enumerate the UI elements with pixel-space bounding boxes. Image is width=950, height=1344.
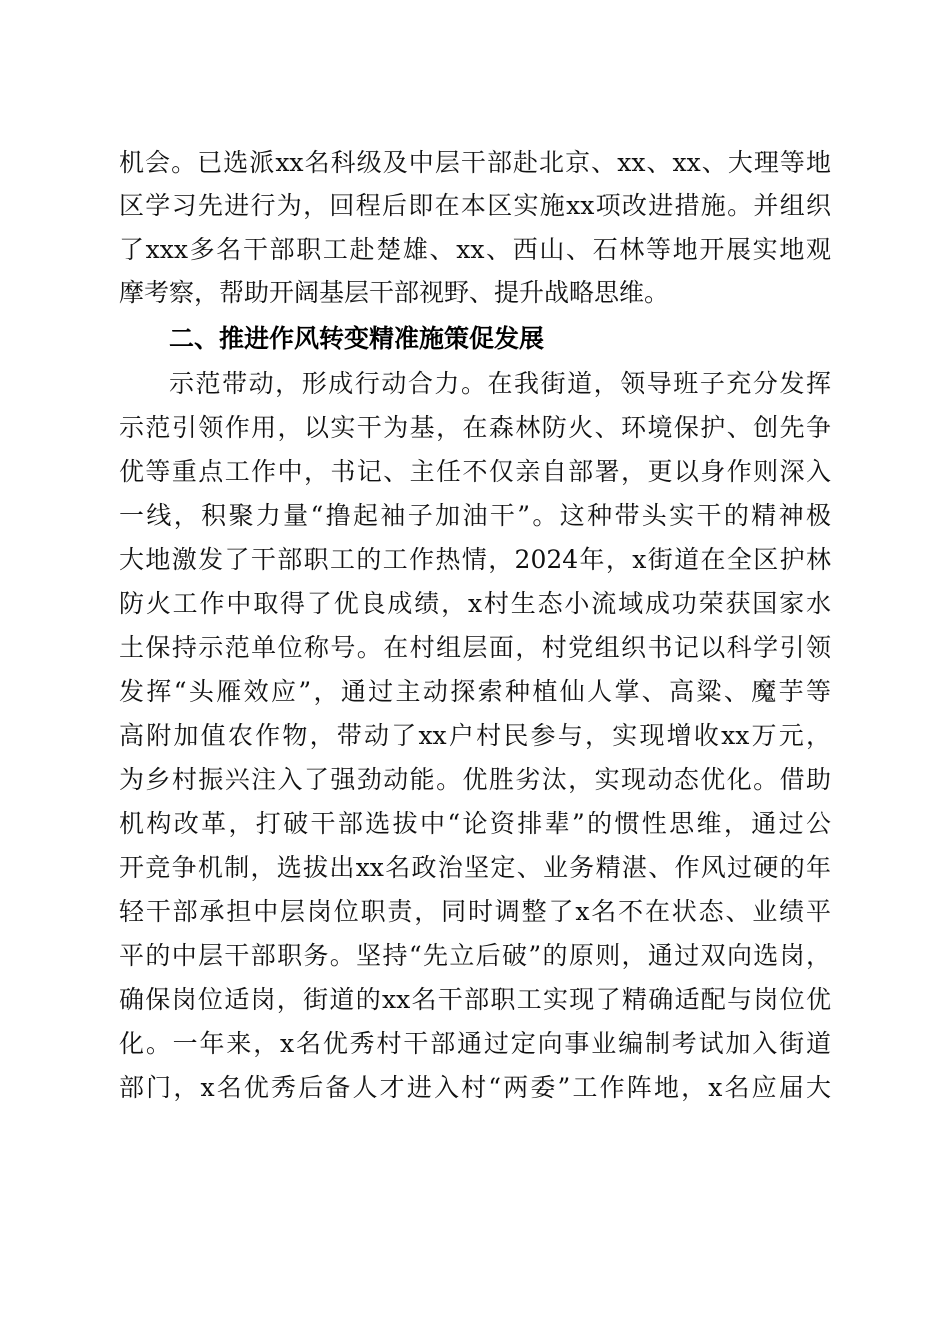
paragraph-line: 确保岗位适岗，街道的xx名干部职工实现了精确适配与岗位优 (119, 985, 831, 1014)
paragraph-line: 土保持示范单位称号。在村组层面，村党组织书记以科学引领 (119, 633, 831, 662)
paragraph-line: 示范引领作用，以实干为基，在森林防火、环境保护、创先争 (119, 413, 831, 442)
paragraph-line: 化。一年来，x名优秀村干部通过定向事业编制考试加入街道 (119, 1029, 831, 1058)
paragraph-line: 大地激发了干部职工的工作热情，2024年，x街道在全区护林 (119, 545, 831, 574)
paragraph-line: 示范带动，形成行动合力。在我街道，领导班子充分发挥 (169, 369, 831, 398)
paragraph-line: 防火工作中取得了优良成绩，x村生态小流域成功荣获国家水 (119, 589, 831, 618)
paragraph-line: 平的中层干部职务。坚持“先立后破”的原则，通过双向选岗， (119, 941, 831, 970)
paragraph-line: 部门，x名优秀后备人才进入村“两委”工作阵地，x名应届大 (119, 1073, 831, 1102)
section-heading: 二、推进作风转变精准施策促发展 (169, 324, 545, 353)
paragraph-line: 为乡村振兴注入了强劲动能。优胜劣汰，实现动态优化。借助 (119, 765, 831, 794)
paragraph-line: 机构改革，打破干部选拔中“论资排辈”的惯性思维，通过公 (119, 809, 831, 838)
paragraph-line: 优等重点工作中，书记、主任不仅亲自部署，更以身作则深入 (119, 457, 831, 486)
paragraph-line: 机会。已选派xx名科级及中层干部赴北京、xx、xx、大理等地 (119, 148, 831, 177)
paragraph-line: 区学习先进行为，回程后即在本区实施xx项改进措施。并组织 (119, 191, 831, 220)
paragraph-line: 发挥“头雁效应”，通过主动探索种植仙人掌、高粱、魔芋等 (119, 677, 831, 706)
paragraph-line: 开竞争机制，选拔出xx名政治坚定、业务精湛、作风过硬的年 (119, 853, 831, 882)
paragraph-line: 高附加值农作物，带动了xx户村民参与，实现增收xx万元， (119, 721, 831, 750)
paragraph-line: 了xxx多名干部职工赴楚雄、xx、西山、石林等地开展实地观 (119, 235, 831, 264)
paragraph-line: 摩考察，帮助开阔基层干部视野、提升战略思维。 (119, 278, 670, 307)
paragraph-line: 一线，积聚力量“撸起袖子加油干”。这种带头实干的精神极 (119, 501, 831, 530)
paragraph-line: 轻干部承担中层岗位职责，同时调整了x名不在状态、业绩平 (119, 897, 831, 926)
